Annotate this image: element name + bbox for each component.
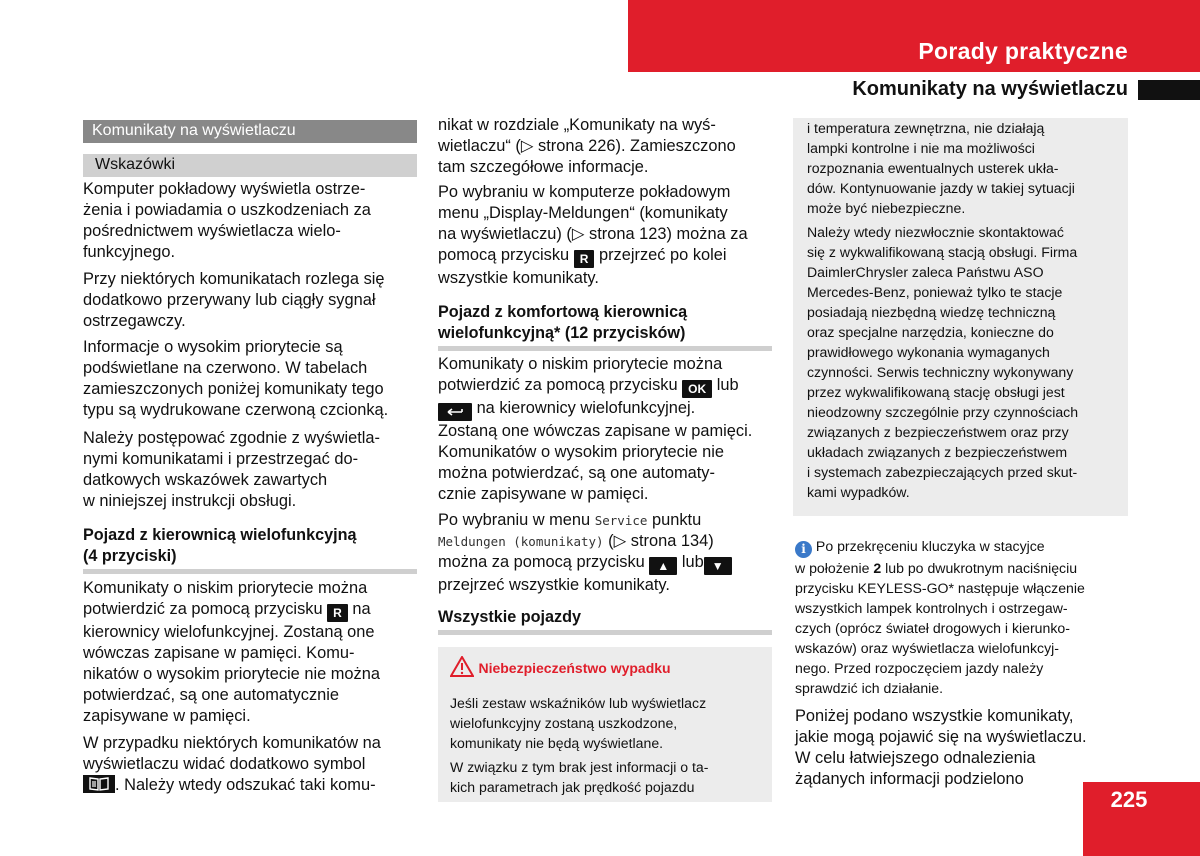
text-line: typu są wydrukowane czerwoną czcionką. (83, 401, 389, 419)
text-line: można za pomocą przycisku ▲ lub ▼ (438, 552, 783, 575)
book-icon (83, 775, 115, 793)
arrow-down-key-icon: ▼ (704, 557, 732, 575)
col1-paragraph-2 (83, 269, 423, 332)
arrow-up-key-icon: ▲ (649, 557, 677, 575)
subsection-bar (1138, 80, 1200, 100)
text-line: kami wypadków. (807, 484, 910, 500)
text-line: dodatkowo przerywany lub ciągły sygnał (83, 291, 376, 309)
text-line: kich parametrach jak prędkość pojazdu (450, 779, 695, 795)
text-line: nymi komunikatami i przestrzegać do- (83, 450, 359, 468)
heading-line: wielofunkcyjną* (12 przycisków) (438, 324, 686, 342)
box-paragraph-2 (807, 222, 1125, 502)
text-line: Komunikaty o niskim priorytecie można (438, 355, 723, 373)
section-rule (438, 346, 772, 351)
col2-paragraph-4 (438, 510, 783, 596)
text-line: się z wykwalifikowaną stacją obsługi. Firma (807, 244, 1078, 260)
text-line: może być niebezpieczne. (807, 200, 966, 216)
text-line: Należy postępować zgodnie z wyświetla- (83, 429, 380, 447)
text-line: i systemach zabezpieczających przed skut- (807, 464, 1078, 480)
heading-line: Pojazd z kierownicą wielofunkcyjną (83, 526, 357, 544)
text-line: w położenie 2 lub po dwukrotnym naciśnięciu (795, 560, 1078, 576)
text-line: wyświetlaczu widać dodatkowo symbol (83, 755, 366, 773)
text-line: . Należy wtedy odszukać taki komu- (83, 775, 423, 796)
text-line: zapisywane w pamięci. (83, 707, 251, 725)
text-line: Należy wtedy niezwłocznie skontaktować (807, 224, 1064, 240)
text-line: tam szczegółowe informacje. (438, 158, 649, 176)
text-line: potwierdzać, są one automatycznie (83, 686, 340, 704)
text-line: Zostaną one wówczas zapisane w pamięci. (438, 422, 753, 440)
info-note (795, 536, 1135, 698)
text-line: pomocą przycisku R przejrzeć po kolei (438, 246, 727, 266)
text-line: na wyświetlaczu) (▷ strona 123) można za (438, 225, 748, 243)
text-line: Komunikatów o wysokim priorytecie nie (438, 443, 725, 461)
heading-line: Pojazd z komfortową kierownicą (438, 303, 688, 321)
text-line: Mercedes-Benz, ponieważ tylko te stacje (807, 284, 1063, 300)
warning-triangle-icon (450, 656, 474, 682)
text-line: Informacje o wysokim priorytecie są (83, 338, 343, 356)
col2-heading-12-buttons (438, 302, 783, 344)
col1-paragraph-5 (83, 578, 423, 727)
r-key-icon: R (574, 250, 595, 268)
danger-paragraph-1 (450, 693, 770, 753)
text-line: cznie zapisywane w pamięci. (438, 485, 649, 503)
col1-heading: Komunikaty na wyświetlaczu (83, 120, 417, 143)
text-line: można potwierdzać, są one automaty- (438, 464, 715, 482)
text-line: żenia i powiadamia o uszkodzeniach za (83, 201, 371, 219)
danger-title: Niebezpieczeństwo wypadku (478, 660, 671, 676)
text-line: wszystkie komunikaty. (438, 269, 599, 287)
section-rule (83, 569, 417, 574)
text-line: prawidłowego wykonania wymaganych (807, 344, 1050, 360)
col2-paragraph-1 (438, 115, 783, 178)
r-key-icon: R (327, 604, 348, 622)
col1-paragraph-3 (83, 337, 423, 421)
text-line: przycisku KEYLESS-GO* następuje włączenie (795, 580, 1085, 596)
text-line: menu „Display-Meldungen“ (komunikaty (438, 204, 728, 222)
text-line: Meldungen (komunikaty) (▷ strona 134) (438, 532, 714, 550)
text-line: Komunikaty o niskim priorytecie można (83, 579, 368, 597)
danger-box (438, 647, 772, 802)
text-line: Jeśli zestaw wskaźników lub wyświetlacz (450, 695, 707, 711)
text-line: wówczas zapisane w pamięci. Komu- (83, 644, 355, 662)
text-line: Po wybraniu w komputerze pokładowym (438, 183, 731, 201)
text-line: potwierdzić za pomocą przycisku R na (83, 600, 371, 620)
text-line: Po wybraniu w menu Service punktu (438, 511, 702, 529)
text-line: zamieszczonych poniżej komunikaty tego (83, 380, 384, 398)
back-key-icon (438, 403, 472, 421)
text-line: przez wykwalifikowaną stację obsługi jest (807, 384, 1065, 400)
col3-paragraph-end (795, 706, 1135, 790)
text-line: W przypadku niektórych komunikatów na (83, 734, 381, 752)
col1-paragraph-6 (83, 733, 423, 796)
text-line: wszystkich lampek kontrolnych i ostrzegaw- (795, 600, 1068, 616)
text-line: Komputer pokładowy wyświetla ostrze- (83, 180, 366, 198)
text-line: potwierdzić za pomocą przycisku OK lub (438, 376, 739, 396)
text-line: czych (oprócz świateł drogowych i kierunko- (795, 620, 1070, 636)
section-title: Porady praktyczne (918, 38, 1128, 64)
box-paragraph-1 (807, 118, 1125, 218)
section-rule (438, 630, 772, 635)
text-line: nego. Przed rozpoczęciem jazdy należy (795, 660, 1044, 676)
text-line: wskazów) oraz wyświetlacza wielofunkcyj- (795, 640, 1059, 656)
text-line: pośrednictwem wyświetlacza wielo- (83, 222, 341, 240)
text-line: kierownicy wielofunkcyjnej. Zostaną one (83, 623, 375, 641)
text-line: układach związanych z bezpieczeństwem (807, 444, 1068, 460)
col2-paragraph-3 (438, 354, 783, 505)
text-line: oraz specjalne narzędzia, konieczne do (807, 324, 1054, 340)
text-line: ostrzegawczy. (83, 312, 186, 330)
page-number: 225 (1110, 787, 1148, 812)
text-line: na kierownicy wielofunkcyjnej. (438, 398, 783, 421)
col1-paragraph-4 (83, 428, 423, 512)
text-line: i temperatura zewnętrzna, nie działają (807, 120, 1045, 136)
text-line: związanych z bezpieczeństwem oraz przy (807, 424, 1069, 440)
menu-code-service: Service (594, 513, 648, 528)
col2-heading-all-vehicles: Wszystkie pojazdy (438, 608, 582, 626)
text-line: komunikaty nie będą wyświetlane. (450, 735, 664, 751)
text-line: funkcyjnego. (83, 243, 176, 261)
text-line: w niniejszej instrukcji obsługi. (83, 492, 297, 510)
col1-paragraph-1 (83, 179, 423, 263)
text-line: wietlaczu“ (▷ strona 226). Zamieszczono (438, 137, 736, 155)
danger-box-continued (793, 118, 1128, 516)
subsection-title: Komunikaty na wyświetlaczu (852, 78, 1128, 100)
col1-heading-4-buttons (83, 525, 423, 567)
info-icon: i (795, 541, 812, 558)
text-line: Przy niektórych komunikatach rozlega się (83, 270, 385, 288)
text-line: żądanych informacji podzielono (795, 770, 1024, 788)
text-line: DaimlerChrysler zaleca Państwu ASO (807, 264, 1044, 280)
col1-subheading: Wskazówki (83, 154, 417, 177)
text-line: i Po przekręceniu kluczyka w stacyjce (795, 536, 1135, 558)
heading-line: (4 przyciski) (83, 547, 177, 565)
text-line: czynności. Serwis techniczny wykonywany (807, 364, 1074, 380)
danger-paragraph-2 (450, 757, 770, 797)
text-line: podświetlane na czerwono. W tabelach (83, 359, 368, 377)
text-line: W związku z tym brak jest informacji o ta- (450, 759, 709, 775)
text-line: dów. Kontynuowanie jazdy w takiej sytuacji (807, 180, 1075, 196)
text-line: nieodzowny szczególnie przy czynnościach (807, 404, 1079, 420)
text-line: wielofunkcyjny zostaną uszkodzone, (450, 715, 678, 731)
danger-title-row (450, 656, 671, 682)
text-line: przejrzeć wszystkie komunikaty. (438, 576, 670, 594)
menu-code-meldungen: Meldungen (komunikaty) (438, 534, 604, 549)
text-line: W celu łatwiejszego odnalezienia (795, 749, 1036, 767)
text-line: datkowych wskazówek zawartych (83, 471, 328, 489)
text-line: Poniżej podano wszystkie komunikaty, (795, 707, 1074, 725)
text-line: rozpoznania ewentualnych usterek ukła- (807, 160, 1059, 176)
text-line: posiadają niezbędną wiedzę techniczną (807, 304, 1056, 320)
text-line: nikat w rozdziale „Komunikaty na wyś- (438, 116, 716, 134)
text-line: lampki kontrolne i nie ma możliwości (807, 140, 1035, 156)
ok-key-icon: OK (682, 380, 712, 398)
text-line: nikatów o wysokim priorytecie nie można (83, 665, 380, 683)
text-line: jakie mogą pojawić się na wyświetlaczu. (795, 728, 1087, 746)
col2-paragraph-2 (438, 182, 783, 289)
text-line: sprawdzić ich działanie. (795, 680, 944, 696)
